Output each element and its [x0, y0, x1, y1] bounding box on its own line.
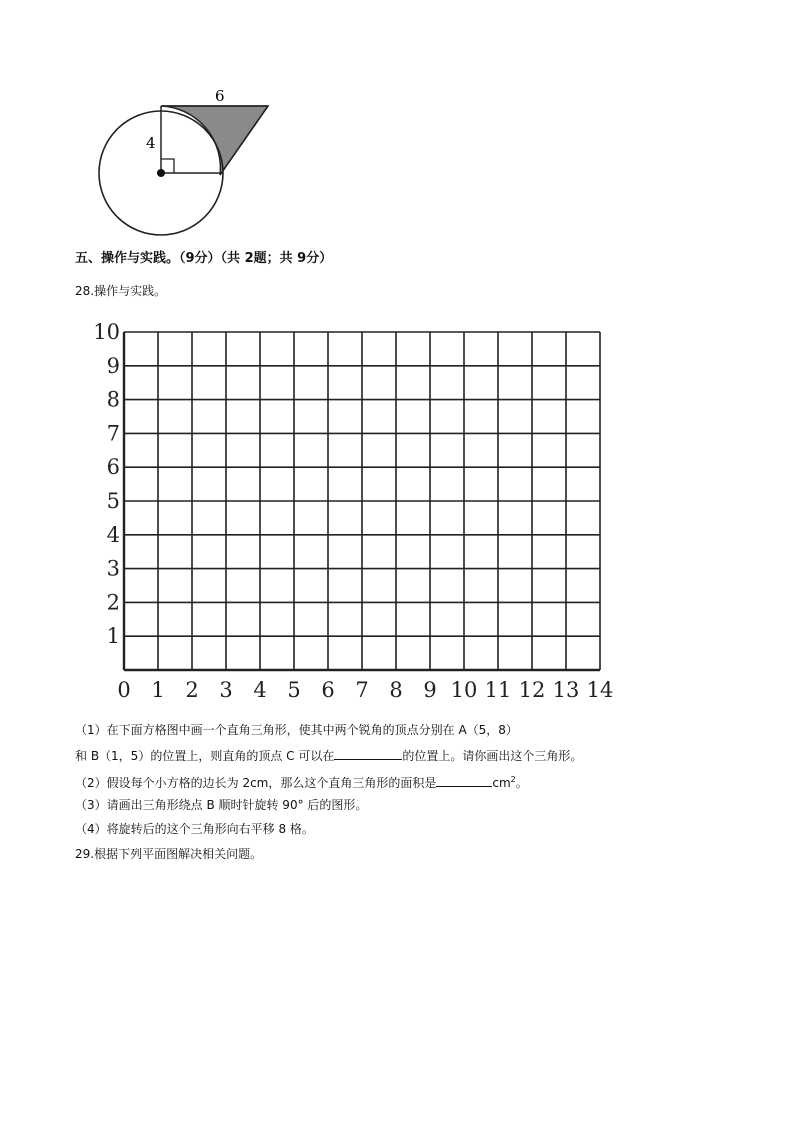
- x-tick-label-7: 7: [355, 678, 369, 702]
- question-28-part4: （4）将旋转后的这个三角形向右平移 8 格。: [75, 822, 314, 836]
- part2-unit-exponent: 2: [510, 775, 516, 784]
- x-tick-label-2: 2: [185, 678, 199, 702]
- section-title: 五、操作与实践。（9分）（共 2题；共 9分）: [75, 251, 333, 266]
- x-tick-label-1: 1: [151, 678, 165, 702]
- x-tick-label-6: 6: [321, 678, 335, 702]
- part1-text-b: 的位置上。请你画出这个三角形。: [402, 749, 583, 763]
- y-tick-label-1: 1: [106, 624, 120, 649]
- x-tick-label-0: 0: [117, 678, 131, 702]
- label-four: 4: [146, 134, 156, 152]
- y-tick-label-2: 2: [106, 590, 120, 615]
- circle-figure: [90, 85, 280, 230]
- answer-blank-area[interactable]: [436, 774, 492, 787]
- x-tick-label-14: 14: [586, 678, 614, 702]
- x-tick-label-11: 11: [484, 678, 512, 702]
- x-tick-label-5: 5: [287, 678, 301, 702]
- center-point: [157, 169, 165, 177]
- question-28-part1-line2: [75, 747, 582, 764]
- x-tick-label-13: 13: [552, 678, 580, 702]
- question-28-part3: （3）请画出三角形绕点 B 顺时针旋转 90° 后的图形。: [75, 798, 368, 812]
- x-tick-label-4: 4: [253, 678, 267, 702]
- question-29-title: 29.根据下列平面图解决相关问题。: [75, 847, 263, 861]
- y-tick-label-6: 6: [106, 455, 120, 480]
- y-tick-label-10: 10: [93, 320, 120, 344]
- y-tick-label-7: 7: [106, 421, 120, 446]
- question-28-title: 28.操作与实践。: [75, 284, 167, 298]
- x-tick-label-10: 10: [450, 678, 478, 702]
- x-tick-label-12: 12: [518, 678, 546, 702]
- part2-text-c: 。: [515, 776, 528, 790]
- question-28-part1-line1: （1）在下面方格图中画一个直角三角形，使其中两个锐角的顶点分别在 A（5，8）: [75, 723, 518, 737]
- question-28-part2: [75, 772, 528, 791]
- y-tick-label-4: 4: [106, 522, 120, 547]
- x-tick-label-9: 9: [423, 678, 437, 702]
- label-six: 6: [215, 87, 225, 105]
- part2-text-a: （2）假设每个小方格的边长为 2cm，那么这个直角三角形的面积是: [75, 776, 437, 790]
- answer-blank-c[interactable]: [334, 747, 402, 760]
- x-tick-label-8: 8: [389, 678, 403, 702]
- part1-text-a: 和 B（1，5）的位置上，则直角的顶点 C 可以在: [75, 749, 335, 763]
- y-tick-label-3: 3: [106, 556, 120, 581]
- part2-unit: cm: [492, 776, 511, 790]
- y-tick-label-9: 9: [106, 353, 120, 378]
- y-tick-label-5: 5: [106, 489, 120, 513]
- coordinate-grid: [93, 320, 640, 705]
- y-tick-label-8: 8: [106, 387, 120, 412]
- x-tick-label-3: 3: [219, 678, 233, 702]
